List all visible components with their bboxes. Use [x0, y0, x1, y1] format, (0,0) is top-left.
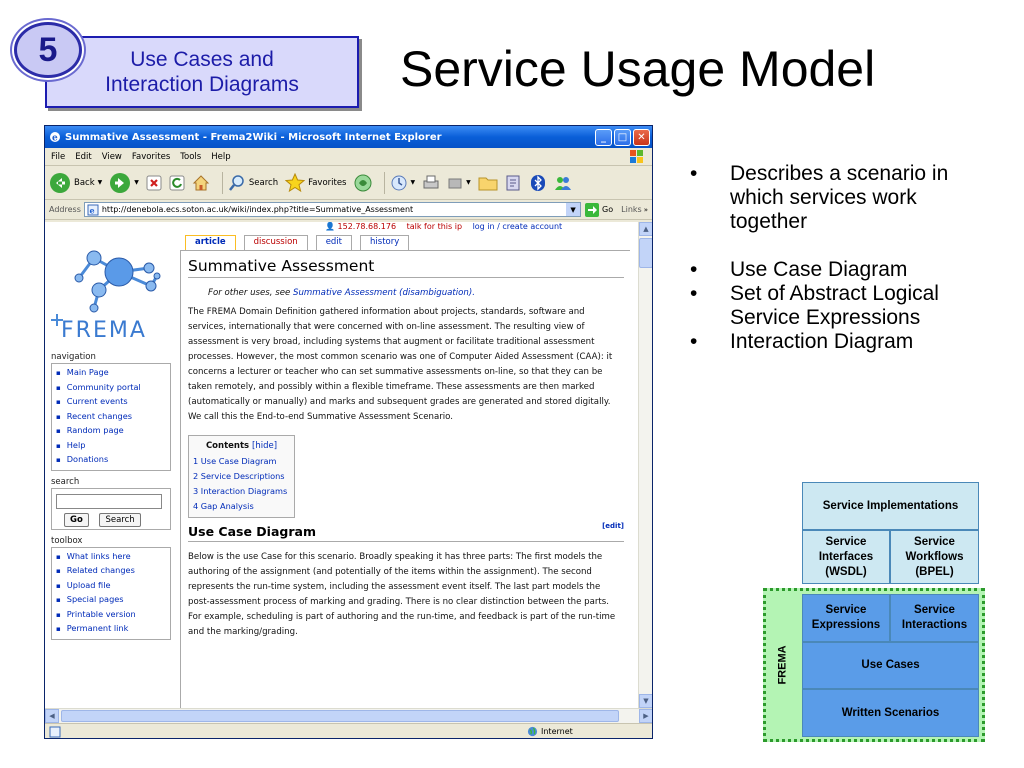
table-of-contents	[188, 435, 295, 518]
chevron-right-icon[interactable]: »	[643, 205, 648, 214]
bullet-item: • Use Case Diagram	[690, 258, 990, 282]
frema-logo	[49, 240, 179, 345]
refresh-icon	[169, 175, 185, 191]
zone-label: Internet	[541, 727, 573, 736]
print-button[interactable]	[422, 174, 440, 192]
article-content	[180, 250, 630, 708]
search-portlet	[51, 488, 171, 530]
service-workflows-box: Service Workflows (BPEL)	[890, 530, 979, 584]
section-paragraph: Below is the use Case for this scenario. Broadly speaking it has three parts: The first models the authoring of the assignment (and potentially of the items within the assignment). The second represents the run-time system, including the assessment event itself. The last part models the post-assessment process of marking and grading. There is no clear distinction between the parts. For example, scheduling is part of authoring and the run-time, and feedback is part of the run-time and the marking/grading.	[188, 552, 616, 637]
toolbar-separator	[222, 172, 223, 194]
research-button[interactable]	[505, 174, 523, 192]
toc-title	[193, 439, 290, 454]
bullet-item: • Interaction Diagram	[690, 330, 990, 354]
menu-bar	[45, 148, 652, 166]
scroll-up-arrow[interactable]: ▲	[639, 222, 653, 236]
user-icon: 👤	[325, 222, 335, 231]
personal-links	[325, 222, 562, 231]
tool-upload-file[interactable]: ▪ Upload file	[56, 579, 166, 594]
bullet-item: • Set of Abstract Logical Service Expressions	[690, 282, 990, 330]
section-label-box	[45, 36, 359, 108]
address-label: Address	[49, 205, 81, 214]
folder-icon	[478, 174, 498, 192]
frema-label-text: FREMA	[777, 645, 790, 685]
hscroll-thumb[interactable]	[61, 710, 619, 722]
star-icon	[285, 173, 305, 193]
toc-item[interactable]: 1 Use Case Diagram	[193, 456, 277, 466]
search-label: Search	[248, 177, 279, 188]
use-cases-box: Use Cases	[802, 642, 979, 689]
favorites-button[interactable]	[285, 173, 346, 193]
edit-page-button[interactable]: ▼	[447, 175, 471, 191]
page-tabs	[185, 235, 417, 250]
bullet-item: • Describes a scenario in which services work together	[690, 162, 990, 234]
tool-printable-version[interactable]: ▪ Printable version	[56, 608, 166, 623]
address-dropdown-button[interactable]: ▼	[566, 203, 580, 216]
tab-edit[interactable]: edit	[316, 235, 352, 250]
tool-special-pages[interactable]: ▪ Special pages	[56, 593, 166, 608]
tab-article[interactable]: article	[185, 235, 236, 250]
horizontal-scrollbar[interactable]	[45, 708, 653, 723]
section-title: Use Case Diagram	[188, 524, 316, 539]
service-expressions-box: Service Expressions	[802, 594, 890, 642]
frema-label	[770, 640, 796, 690]
toc-title-text: Contents	[205, 441, 250, 451]
go-label: Go	[602, 205, 614, 214]
section-number-badge: 5	[14, 22, 82, 78]
edit-icon	[447, 175, 463, 191]
media-button[interactable]	[354, 174, 372, 192]
bullet-list	[690, 162, 990, 354]
folder-button[interactable]	[478, 174, 498, 192]
menu-view[interactable]: View	[101, 151, 122, 162]
url-text: http://denebola.ecs.soton.ac.uk/wiki/index.php?title=Summative_Assessment	[101, 205, 414, 214]
menu-favorites[interactable]: Favorites	[131, 151, 171, 162]
hatnote	[188, 286, 624, 301]
menu-file[interactable]: File	[51, 151, 66, 162]
tool-related-changes[interactable]: ▪ Related changes	[56, 564, 166, 579]
section-label-line2: Interaction Diagrams	[105, 73, 299, 96]
search-submit-button[interactable]: Search	[99, 513, 140, 527]
slide-title: Service Usage Model	[400, 41, 876, 97]
nav-random-page[interactable]: ▪ Random page	[56, 424, 166, 439]
login-link[interactable]: log in / create account	[472, 222, 563, 231]
ip-link[interactable]: 152.78.68.176	[337, 222, 397, 231]
favorites-label: Favorites	[308, 177, 347, 188]
back-button[interactable]: Back ▼	[49, 172, 102, 194]
wiki-sidebar	[51, 352, 171, 646]
search-go-button[interactable]: Go	[64, 513, 89, 527]
service-interfaces-box: Service Interfaces (WSDL)	[802, 530, 890, 584]
page-title: Summative Assessment	[188, 257, 624, 278]
go-arrow-icon	[585, 203, 599, 217]
security-zone	[527, 726, 573, 737]
disambiguation-link[interactable]: Summative Assessment (disambiguation).	[293, 288, 475, 298]
media-icon	[354, 174, 372, 192]
talk-link[interactable]: talk for this ip	[406, 222, 463, 231]
bluetooth-button[interactable]	[530, 174, 546, 192]
nav-current-events[interactable]: ▪ Current events	[56, 395, 166, 410]
menu-edit[interactable]: Edit	[75, 151, 92, 162]
tab-history[interactable]: history	[360, 235, 409, 250]
frema-logo-text: FREMA	[61, 318, 147, 343]
scroll-right-arrow[interactable]: ▶	[639, 709, 653, 723]
scroll-down-arrow[interactable]: ▼	[639, 694, 653, 708]
history-button[interactable]: ▼	[390, 174, 416, 192]
page-status-icon	[49, 726, 61, 738]
status-bar	[45, 723, 653, 739]
browser-title: Summative Assessment - Frema2Wiki - Microsoft Internet Explorer	[65, 131, 442, 143]
minimize-button[interactable]: _	[595, 129, 612, 146]
vertical-scrollbar[interactable]	[638, 222, 653, 708]
forward-arrow-icon	[109, 172, 131, 194]
scroll-left-arrow[interactable]: ◀	[45, 709, 59, 723]
toc-item[interactable]: 3 Interaction Diagrams	[193, 486, 288, 496]
hatnote-prefix: For other uses, see	[208, 288, 294, 298]
back-arrow-icon	[49, 172, 71, 194]
toc-item[interactable]: 4 Gap Analysis	[193, 501, 254, 511]
menu-help[interactable]: Help	[211, 151, 231, 162]
back-label: Back	[74, 177, 95, 188]
navigation-heading: navigation	[51, 352, 96, 362]
intro-paragraph: The FREMA Domain Definition gathered information about projects, standards, software and services, internationally that were concerned with on-line assessment. The resulting view of assessment is very broad, including systems that augment or facilitate traditional assessment processes. However, the most common scenario was one of Computer Aided Assessment (CAA): it concerns a lecturer or teacher who can set summative assessments on-line, so that they can be taken remotely, and possibly within a flexible timeframe. These assessments are then marked (automatically or manually) and marks and subsequent grades are generated and stored digitally. We call this the End-to-end Summative Assessment Scenario.	[188, 307, 613, 422]
refresh-button[interactable]	[169, 175, 185, 191]
toc-item[interactable]: 2 Service Descriptions	[193, 471, 285, 481]
nav-help[interactable]: ▪ Help	[56, 439, 166, 454]
scroll-thumb[interactable]	[639, 238, 653, 268]
bluetooth-icon	[530, 174, 546, 192]
section-label-line1: Use Cases and	[130, 48, 274, 71]
maximize-button[interactable]: □	[614, 129, 631, 146]
navigation-portlet	[51, 363, 171, 471]
tool-permanent-link[interactable]: ▪ Permanent link	[56, 622, 166, 637]
browser-titlebar	[45, 126, 652, 148]
section-heading	[188, 524, 624, 542]
toc-hide-link[interactable]: [hide]	[252, 441, 278, 451]
globe-icon	[527, 726, 538, 737]
service-implementations-box: Service Implementations	[802, 482, 979, 530]
search-icon	[228, 174, 246, 192]
printer-icon	[422, 174, 440, 192]
ie-icon	[49, 131, 61, 143]
research-icon	[505, 174, 523, 192]
history-icon	[390, 174, 408, 192]
tool-what-links-here[interactable]: ▪ What links here	[56, 550, 166, 565]
nav-community-portal[interactable]: ▪ Community portal	[56, 381, 166, 396]
stop-button[interactable]	[146, 175, 162, 191]
browser-viewport	[45, 222, 638, 708]
messenger-icon	[553, 174, 573, 192]
toolbox-heading: toolbox	[51, 535, 83, 546]
search-heading: search	[51, 476, 80, 487]
service-interactions-box: Service Interactions	[890, 594, 979, 642]
browser-toolbar	[45, 166, 652, 200]
page-icon	[87, 204, 99, 216]
address-field[interactable]	[84, 202, 581, 217]
browser-window	[44, 125, 653, 739]
home-icon	[192, 174, 210, 192]
search-button[interactable]	[228, 174, 278, 192]
written-scenarios-box: Written Scenarios	[802, 689, 979, 737]
search-input[interactable]	[56, 494, 162, 509]
svg-text:e: e	[52, 133, 58, 143]
toolbox-portlet	[51, 547, 171, 640]
section-edit-link[interactable]: [edit]	[602, 522, 624, 530]
menu-tools[interactable]: Tools	[180, 151, 202, 162]
nav-donations[interactable]: ▪ Donations	[56, 453, 166, 468]
nav-main-page[interactable]: ▪ Main Page	[56, 366, 166, 381]
stop-icon	[146, 175, 162, 191]
messenger-button[interactable]	[553, 174, 573, 192]
home-button[interactable]	[192, 174, 210, 192]
tab-discussion[interactable]: discussion	[244, 235, 308, 250]
forward-button[interactable]: ▼	[109, 172, 139, 194]
windows-flag-icon	[628, 149, 646, 165]
nav-recent-changes[interactable]: ▪ Recent changes	[56, 410, 166, 425]
toolbar-separator	[384, 172, 385, 194]
svg-text:e: e	[89, 205, 95, 215]
go-button[interactable]	[585, 203, 613, 217]
address-bar	[45, 200, 652, 220]
close-button[interactable]: ✕	[633, 129, 650, 146]
links-label[interactable]: Links	[621, 205, 642, 214]
